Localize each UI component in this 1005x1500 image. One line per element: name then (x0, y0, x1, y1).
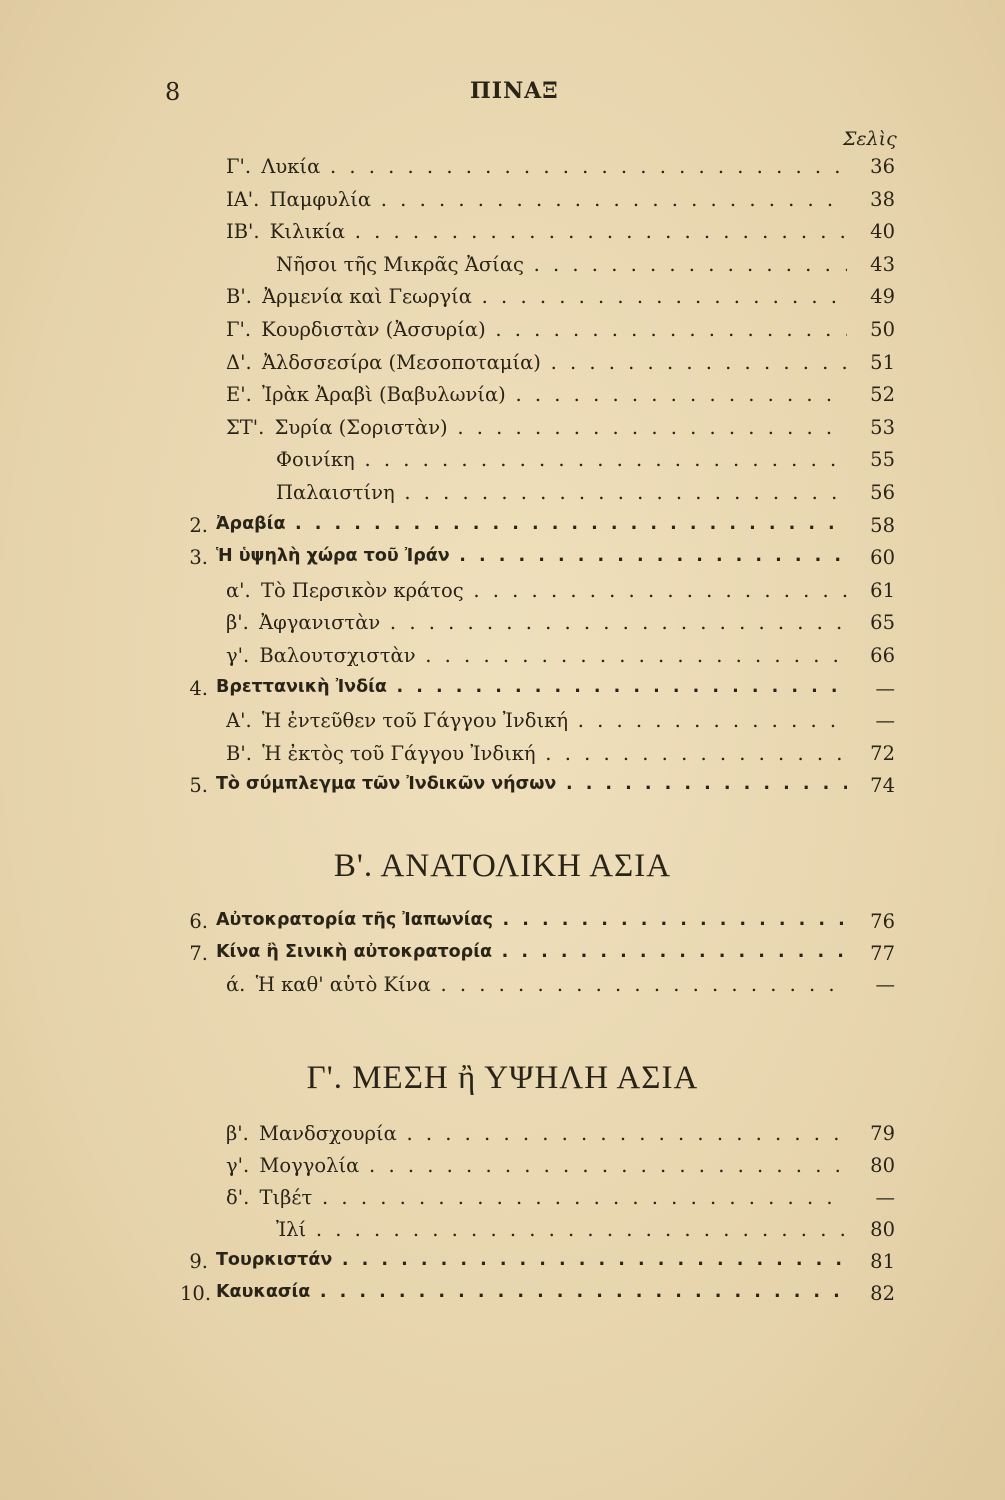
entry-title: Παμφυλία . . . (270, 188, 847, 211)
entry-title: Ἀραβία . . . (216, 514, 847, 534)
section-heading-east-asia: Β'. ΑΝΑΤΟΛΙΚΗ ΑΣΙΑ (333, 848, 672, 884)
entry-page: 40 (870, 220, 895, 244)
entry-title: Ἡ καθ' αὑτὸ Κίνα . . . (256, 973, 847, 996)
entry-number: 10. (180, 1282, 212, 1305)
entry-page: 61 (870, 578, 895, 602)
entry-page: — (875, 676, 895, 700)
entry-letter: Γ'. (226, 155, 258, 178)
toc-entry (180, 448, 895, 476)
toc-entry (180, 1122, 895, 1150)
toc-entry (180, 611, 895, 639)
toc-entry (180, 1186, 895, 1214)
entry-page: 36 (870, 155, 895, 178)
toc-entry (180, 416, 895, 444)
entry-letter: γ'. (226, 1154, 256, 1177)
section-heading-central-asia: Γ'. ΜΕΣΗ ἢ ΥΨΗΛΗ ΑΣΙΑ (306, 1060, 699, 1096)
entry-title: Ἡ ἐκτὸς τοῦ Γάγγου Ἰνδική . . . (262, 742, 847, 765)
entry-letter: β'. (226, 611, 256, 635)
entry-page: 50 (870, 318, 895, 341)
entry-title: Τὸ Περσικὸν κράτος . . . (261, 579, 847, 602)
entry-page: 60 (870, 546, 895, 570)
entry-title: Ἀφγανιστὰν . . . (259, 611, 847, 634)
entry-letter: δ'. (226, 1186, 256, 1209)
toc-entry (180, 318, 895, 346)
entry-page: 77 (870, 941, 895, 965)
page-number: 8 (165, 78, 181, 106)
entry-letter: Α'. (226, 709, 258, 733)
entry-page: 81 (870, 1250, 895, 1273)
entry-title: Μανδσχουρία . . . (259, 1122, 847, 1145)
entry-page: 51 (870, 350, 895, 374)
toc-entry (180, 514, 895, 542)
entry-title: Συρία (Σοριστὰν) . . . (275, 416, 847, 439)
entry-title: Ἰρὰκ Ἀραβὶ (Βαβυλωνία) . . . (262, 383, 847, 406)
entry-page: 82 (870, 1282, 895, 1305)
entry-title: Βρεττανικὴ Ἰνδία . . . (216, 677, 847, 697)
entry-page: 58 (870, 513, 895, 537)
entry-title: Ἀρμενία καὶ Γεωργία . . . (262, 285, 847, 308)
page-column-heading: Σελὶς (843, 128, 897, 150)
toc-entry (180, 1282, 895, 1310)
entry-title: Νῆσοι τῆς Μικρᾶς Ἀσίας . . . (276, 253, 847, 276)
entry-page: 80 (870, 1154, 895, 1177)
entry-title: Καυκασία . . . (216, 1282, 847, 1302)
entry-title: Μογγολία . . . (259, 1154, 847, 1177)
toc-entry (180, 351, 895, 379)
toc-entry (180, 774, 895, 802)
entry-title: Ἰλί . . . (276, 1218, 847, 1241)
entry-page: — (875, 973, 895, 996)
toc-entry (180, 220, 895, 248)
toc-entry (180, 677, 895, 705)
toc-entry (180, 1250, 895, 1278)
entry-letter: ά. (226, 973, 252, 996)
entry-title: Φοινίκη . . . (276, 448, 847, 471)
toc-entry (180, 709, 895, 737)
toc-entry (180, 253, 895, 281)
entry-page: 43 (870, 252, 895, 276)
toc-entry (180, 1154, 895, 1182)
entry-letter: β'. (226, 1122, 256, 1145)
entry-letter: Δ'. (226, 350, 258, 374)
entry-page: 55 (870, 448, 895, 472)
running-head: ΠΙΝΑΞ (470, 78, 559, 104)
toc-entry (180, 383, 895, 411)
entry-title: Κουρδιστὰν (Ἀσσυρία) . . . (261, 318, 847, 341)
entry-number: 9. (189, 1250, 208, 1273)
entry-title: Βαλουτσχιστὰν . . . (259, 644, 847, 667)
entry-title: Τὸ σύμπλεγμα τῶν Ἰνδικῶν νήσων . . . (216, 774, 847, 794)
entry-letter: ΣΤ'. (226, 415, 271, 439)
toc-entry (180, 973, 895, 1001)
entry-letter: Β'. (226, 741, 259, 765)
entry-title: Κίνα ἢ Σινικὴ αὐτοκρατορία . . . (216, 942, 847, 962)
entry-letter: γ'. (226, 644, 256, 667)
entry-page: 76 (870, 910, 895, 933)
entry-number: 6. (189, 910, 208, 933)
toc-entry (180, 942, 895, 970)
entry-page: 53 (870, 415, 895, 439)
entry-title: Κιλικία . . . (270, 220, 847, 243)
entry-number: 2. (189, 513, 208, 537)
entry-number: 4. (189, 676, 208, 700)
entry-title: Λυκία . . . (261, 155, 847, 178)
entry-page: 56 (870, 481, 895, 504)
entry-title: Ἀλδσσεσίρα (Μεσοποταμία) . . . (262, 351, 847, 374)
entry-page: — (875, 1186, 895, 1209)
entry-number: 7. (189, 941, 208, 965)
entry-title: Τιβέτ . . . (260, 1186, 848, 1209)
entry-page: 38 (870, 187, 895, 211)
entry-title: Ἡ ὑψηλὴ χώρα τοῦ Ἰράν . . . (216, 546, 847, 566)
entry-letter: Ε'. (226, 383, 258, 407)
toc-entry (180, 579, 895, 607)
entry-letter: α'. (226, 578, 257, 602)
entry-title: Τουρκιστάν . . . (216, 1250, 847, 1270)
entry-page: 49 (870, 285, 895, 309)
toc-entry (180, 910, 895, 938)
entry-letter: ΙΒ'. (226, 220, 266, 244)
entry-title: Παλαιστίνη . . . (276, 481, 847, 504)
entry-title: Ἡ ἐντεῦθεν τοῦ Γάγγου Ἰνδική . . . (262, 709, 847, 732)
entry-letter: Β'. (226, 285, 259, 309)
entry-number: 3. (189, 546, 208, 570)
toc-entry (180, 1218, 895, 1246)
toc-entry (180, 546, 895, 574)
toc-entry (180, 644, 895, 672)
toc-entry (180, 481, 895, 509)
toc-entry (180, 742, 895, 770)
entry-page: 79 (870, 1122, 895, 1145)
entry-page: — (875, 709, 895, 733)
entry-letter: ΙΑ'. (226, 187, 266, 211)
entry-page: 74 (870, 774, 895, 798)
entry-letter: Γ'. (226, 318, 258, 341)
toc-entry (180, 285, 895, 313)
entry-title: Αὐτοκρατορία τῆς Ἰαπωνίας . . . (216, 910, 847, 930)
entry-page: 80 (870, 1218, 895, 1241)
toc-entry (180, 188, 895, 216)
toc-entry (180, 155, 895, 183)
entry-page: 66 (870, 644, 895, 667)
entry-number: 5. (189, 774, 208, 798)
entry-page: 52 (870, 383, 895, 407)
entry-page: 72 (870, 741, 895, 765)
entry-page: 65 (870, 611, 895, 635)
